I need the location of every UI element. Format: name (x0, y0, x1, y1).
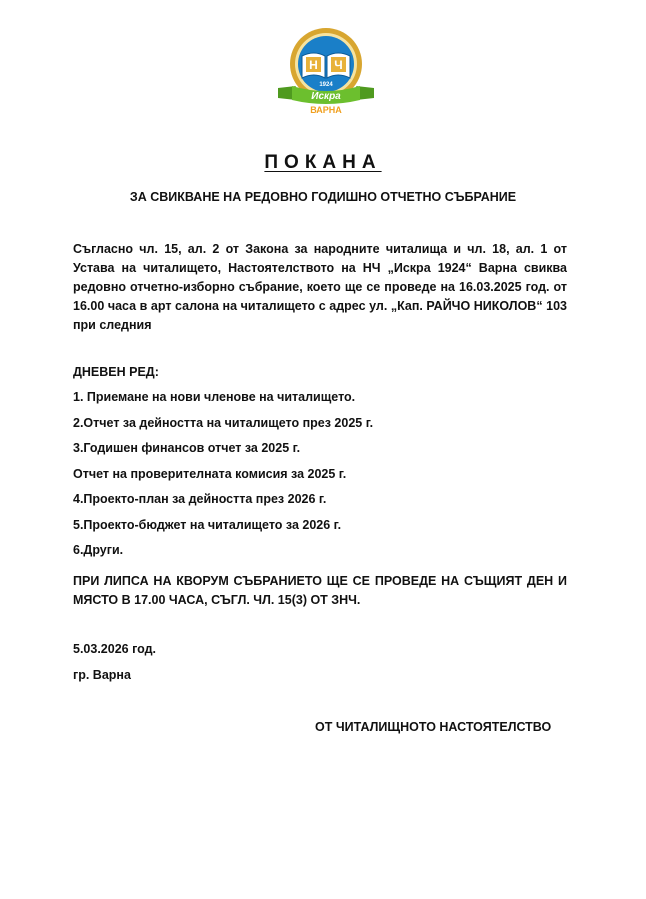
svg-text:1924: 1924 (319, 82, 333, 88)
invitation-paragraph: Съгласно чл. 15, ал. 2 от Закона за народните читалища и чл. 18, ал. 1 от Устава на читалището, Настоятелството на НЧ „Искра 1924“ Варна свиква редовно отчетно-изборно събрание, което ще се проведе на 16.03.2025 год. от 16.00 часа в арт салона на читалището с адрес ул. „Кап. РАЙЧО НИКОЛОВ“ 103 при следния (73, 242, 567, 332)
document-city: гр. Варна (73, 668, 131, 682)
agenda-item: 6.Други. (73, 543, 124, 557)
document-subtitle: ЗА СВИКВАНЕ НА РЕДОВНО ГОДИШНО ОТЧЕТНО СЪБРАНИЕ (129, 190, 517, 204)
agenda-item: 2.Отчет за дейността на читалището през 2025 г. (73, 415, 374, 430)
svg-text:Н: Н (309, 58, 318, 72)
svg-text:ВАРНА: ВАРНА (310, 105, 342, 115)
document-title: ПОКАНА (264, 152, 382, 173)
agenda-list (73, 390, 373, 569)
agenda-item: 4.Проекто-план за дейността през 2026 г. (73, 492, 327, 506)
agenda-item: 5.Проекто-бюджет на читалището за 2026 г. (73, 517, 342, 532)
agenda-item: 3.Годишен финансов отчет за 2025 г. (73, 441, 301, 455)
svg-text:Ч: Ч (334, 58, 343, 72)
logo (272, 26, 380, 116)
svg-text:Искра: Искра (311, 91, 341, 102)
agenda-item: 1. Приемане на нови членове на читалището. (73, 390, 356, 404)
agenda-heading: ДНЕВЕН РЕД: (73, 365, 159, 379)
emblem-icon (272, 26, 380, 116)
quorum-note: ПРИ ЛИПСА НА КВОРУМ СЪБРАНИЕТО ЩЕ СЕ ПРОВЕДЕ НА СЪЩИЯТ ДЕН И МЯСТО В 17.00 ЧАСА, СЪГЛ. ЧЛ. 15(3) ОТ ЗНЧ. (73, 574, 567, 607)
agenda-item: Отчет на проверителната комисия за 2025 г. (73, 466, 347, 481)
document-date: 5.03.2026 год. (73, 642, 157, 656)
signature: ОТ ЧИТАЛИЩНОТО НАСТОЯТЕЛСТВО (315, 720, 552, 734)
